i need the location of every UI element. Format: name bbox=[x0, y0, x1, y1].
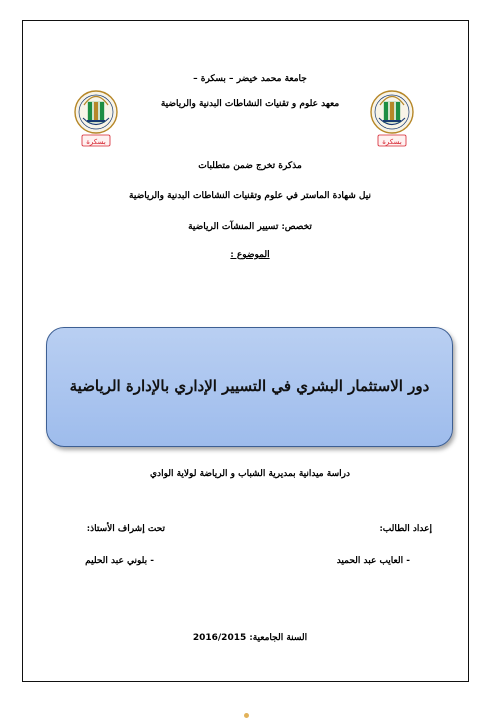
academic-year-label: السنة الجامعية: bbox=[249, 633, 308, 643]
supervisor-label: تحت إشراف الأستاذ: bbox=[86, 524, 165, 534]
left-university-seal-icon bbox=[74, 73, 118, 163]
supervisor-name: - بلوني عبد الحليم bbox=[85, 556, 154, 566]
topic-title-box bbox=[46, 327, 453, 447]
degree-line: نيل شهادة الماستر في علوم وتقنيات النشاطات البدنية والرياضية bbox=[129, 191, 371, 201]
left-seal-label: بسكرة bbox=[86, 138, 106, 146]
academic-year-value: 2016/2015 bbox=[192, 633, 247, 643]
academic-year-line bbox=[0, 632, 500, 644]
right-university-seal-icon bbox=[370, 73, 414, 163]
institute-name: معهد علوم و تقنيات النشاطات البدنية والرياضية bbox=[160, 99, 340, 109]
topic-title: دور الاستثمار البشري في التسيير الإداري بالإدارة الرياضية bbox=[69, 377, 430, 395]
specialty-line: تخصص: تسيير المنشآت الرياضية bbox=[188, 222, 312, 232]
university-name: جامعة محمد خيضر – بسكرة – bbox=[193, 74, 307, 84]
memo-line: مذكرة تخرج ضمن متطلبات bbox=[198, 161, 302, 171]
subject-label: الموضوع : bbox=[230, 250, 270, 260]
bottom-dot-mark bbox=[244, 713, 249, 718]
student-name: - العايب عبد الحميد bbox=[336, 556, 410, 566]
prepared-by-label: إعداد الطالب: bbox=[379, 524, 432, 534]
right-seal-label: بسكرة bbox=[382, 138, 402, 146]
case-study-line: دراسة ميدانية بمديرية الشباب و الرياضة لولاية الوادي bbox=[150, 469, 350, 479]
